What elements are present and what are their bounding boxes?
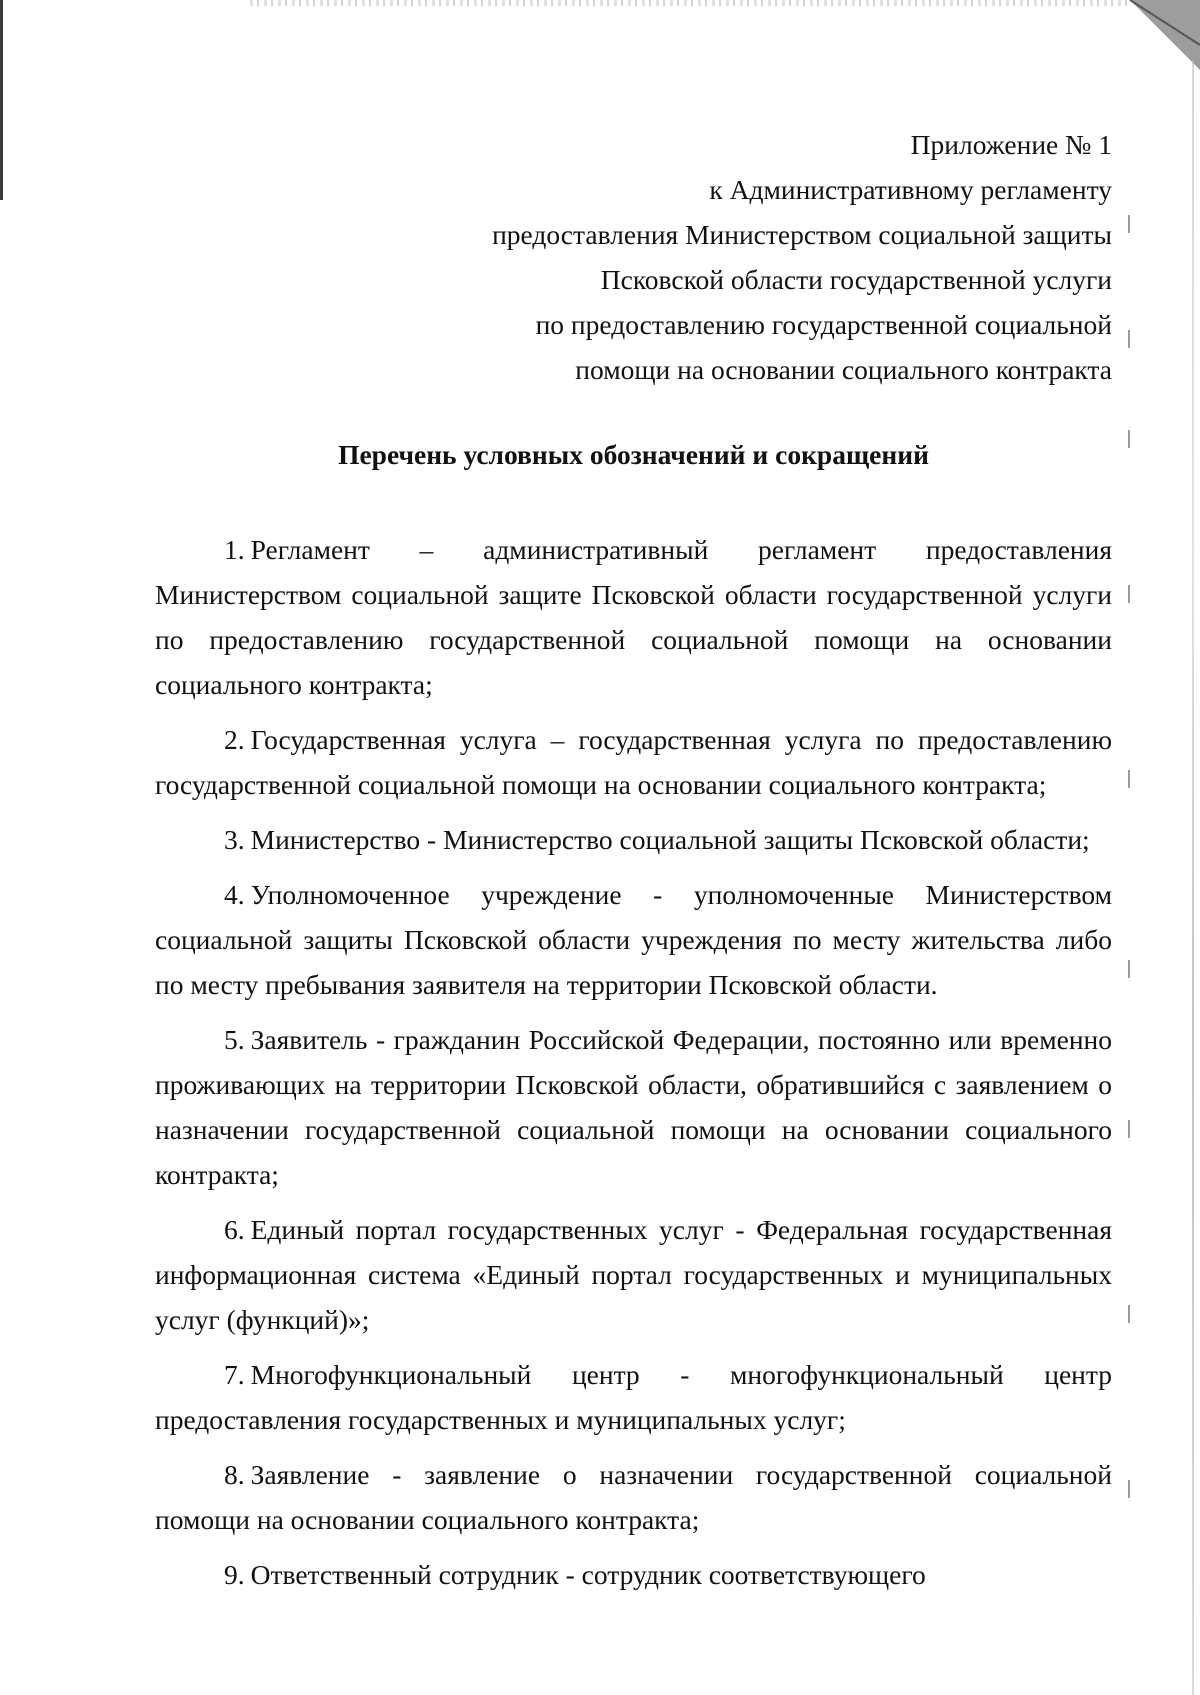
definition-item (155, 817, 1112, 862)
item-number: 5. (224, 1024, 245, 1055)
definition-item (155, 717, 1112, 807)
definition-item (155, 1017, 1112, 1197)
definition-item (155, 1207, 1112, 1342)
scan-folded-corner (1090, 0, 1200, 70)
item-number: 3. (224, 824, 245, 855)
item-text: Государственная услуга – государственная услуга по предоставлению государственной социальной помощи на основании социального контракта; (155, 724, 1112, 800)
document-title: Перечень условных обозначений и сокращений (338, 439, 929, 470)
definition-item (155, 1552, 1112, 1597)
scan-margin-tick (1128, 1120, 1130, 1138)
item-text: Единый портал государственных услуг - Федеральная государственная информационная система «Единый портал государственных и муниципальных услуг (функций)»; (155, 1214, 1112, 1335)
item-text: Заявитель - гражданин Российской Федерации, постоянно или временно проживающих на территории Псковской области, обратившийся с заявлением о назначении государственной социальной помощи на основании социального контракта; (155, 1024, 1112, 1190)
item-text: Многофункциональный центр - многофункциональный центр предоставления государственных и муниципальных услуг; (155, 1359, 1112, 1435)
appendix-header (492, 122, 1112, 392)
definition-item (155, 872, 1112, 1007)
item-number: 2. (224, 724, 245, 755)
item-number: 8. (224, 1459, 245, 1490)
scan-artifact-left (0, 0, 3, 200)
header-line: к Административному регламенту (709, 174, 1112, 205)
item-number: 9. (224, 1559, 245, 1590)
item-number: 6. (224, 1214, 245, 1245)
scan-margin-tick (1128, 1305, 1130, 1323)
scan-margin-tick (1128, 430, 1130, 448)
definition-item (155, 1452, 1112, 1542)
header-line: предоставления Министерством социальной защиты (492, 219, 1112, 250)
header-line: по предоставлению государственной социальной (535, 309, 1112, 340)
definitions-list (155, 527, 1112, 1607)
definition-item (155, 527, 1112, 707)
scan-artifact-right (1192, 60, 1194, 1695)
item-text: Ответственный сотрудник - сотрудник соответствующего (250, 1559, 926, 1590)
item-text: Уполномоченное учреждение - уполномоченные Министерством социальной защиты Псковской области учреждения по месту жительства либо по месту пребывания заявителя на территории Псковской области. (155, 879, 1112, 1000)
scan-margin-tick (1128, 330, 1130, 348)
scan-artifact-top (250, 0, 1130, 6)
scan-margin-tick (1128, 215, 1130, 233)
header-line: Псковской области государственной услуги (600, 264, 1112, 295)
scan-margin-tick (1128, 960, 1130, 978)
item-number: 1. (224, 534, 245, 565)
header-line: помощи на основании социального контракта (575, 354, 1112, 385)
item-number: 4. (224, 879, 245, 910)
item-text: Заявление - заявление о назначении государственной социальной помощи на основании социального контракта; (155, 1459, 1112, 1535)
item-number: 7. (224, 1359, 245, 1390)
header-line: Приложение № 1 (910, 129, 1112, 160)
item-text: Министерство - Министерство социальной защиты Псковской области; (250, 824, 1090, 855)
item-text: Регламент – административный регламент предоставления Министерством социальной защите Псковской области государственной услуги по предоставлению государственной социальной помощи на основании социального контракта; (155, 534, 1112, 700)
scan-margin-tick (1128, 585, 1130, 603)
scan-margin-tick (1128, 1480, 1130, 1498)
definition-item (155, 1352, 1112, 1442)
scan-margin-tick (1128, 770, 1130, 788)
